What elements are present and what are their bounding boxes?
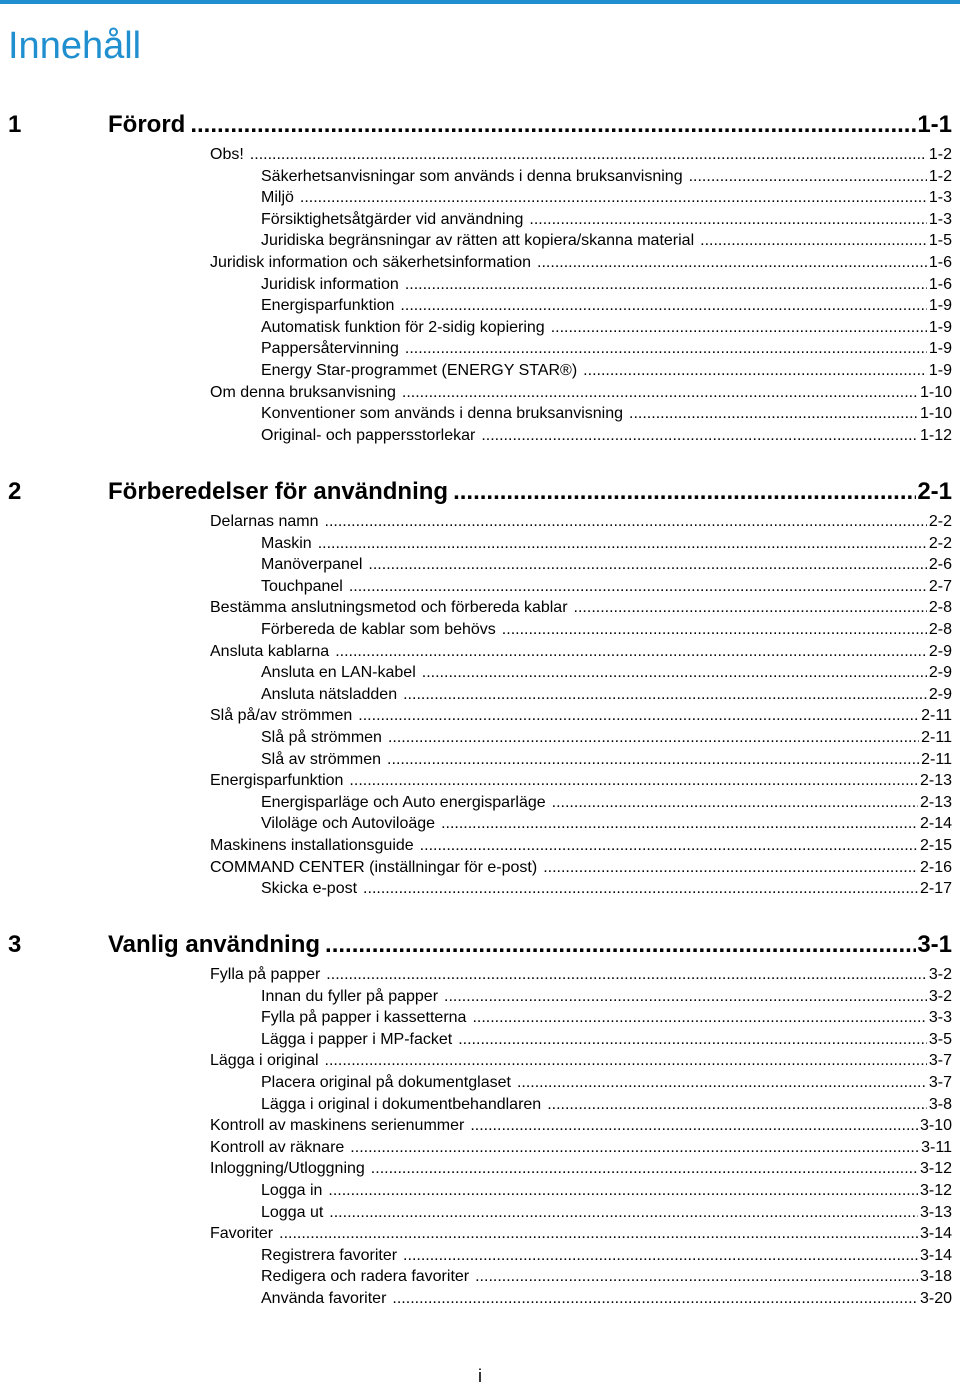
toc-entry-page: 1-5 <box>928 232 952 250</box>
toc-entry[interactable] <box>261 792 952 814</box>
toc-entry-title: Pappersåtervinning <box>261 340 399 358</box>
dot-leader <box>420 835 918 857</box>
toc-entry[interactable] <box>210 857 952 879</box>
toc-entry-page: 2-16 <box>919 858 952 876</box>
toc-entry[interactable] <box>261 662 952 684</box>
toc-entry[interactable] <box>261 1266 952 1288</box>
toc-entry-title: Slå på strömmen <box>261 728 382 746</box>
toc-entry-page: 2-8 <box>928 620 952 638</box>
toc-entry[interactable] <box>261 317 952 339</box>
chapter-heading[interactable] <box>0 108 960 142</box>
toc-entry-title: Lägga i original <box>210 1052 319 1070</box>
dot-leader <box>470 1115 918 1137</box>
toc-entry-title: Inloggning/Utloggning <box>210 1160 365 1178</box>
dot-leader <box>529 209 927 231</box>
footer-page-number: i <box>478 1366 482 1386</box>
toc-entry-title: Favoriter <box>210 1225 274 1243</box>
toc-entry[interactable] <box>261 533 952 555</box>
toc-entry-page: 3-18 <box>919 1268 952 1286</box>
toc-entry-title: Energy Star-programmet (ENERGY STAR®) <box>261 361 578 379</box>
chapter-section <box>0 475 960 900</box>
dot-leader <box>583 360 927 382</box>
toc-entry[interactable] <box>210 1050 952 1072</box>
toc-entry-list <box>0 144 960 446</box>
dot-leader <box>190 108 916 142</box>
toc-entry-page: 3-2 <box>928 987 952 1005</box>
toc-entry[interactable] <box>210 1137 952 1159</box>
toc-entry-page: 2-17 <box>919 880 952 898</box>
chapter-title-row <box>108 928 952 962</box>
chapter-title-row <box>108 108 952 142</box>
dot-leader <box>388 727 919 749</box>
chapter-page: 2-1 <box>917 478 952 505</box>
toc-entry[interactable] <box>261 1288 952 1310</box>
toc-entry-page: 1-2 <box>928 146 952 163</box>
toc-entry-title: Energisparfunktion <box>261 297 395 315</box>
toc-entry[interactable] <box>261 684 952 706</box>
top-rule <box>0 0 960 4</box>
toc-entry-title: Automatisk funktion för 2-sidig kopiering <box>261 318 545 336</box>
toc-entry-title: Kontroll av räknare <box>210 1138 345 1156</box>
dot-leader <box>441 813 918 835</box>
dot-leader <box>700 230 927 252</box>
toc-entry[interactable] <box>210 964 952 986</box>
toc-entry[interactable] <box>261 295 952 317</box>
toc-entry-page: 3-14 <box>919 1246 952 1264</box>
toc-entry-page: 1-6 <box>928 253 952 271</box>
toc-entry-page: 2-2 <box>928 534 952 552</box>
toc-entry-page: 1-3 <box>928 189 952 207</box>
dot-leader <box>537 252 927 274</box>
dot-leader <box>543 857 918 879</box>
toc-entry-page: 2-2 <box>928 513 952 530</box>
toc-entry-title: Säkerhetsanvisningar som används i denna bruksanvisning <box>261 167 683 185</box>
toc-entry[interactable] <box>261 813 952 835</box>
dot-leader <box>475 1266 918 1288</box>
toc-entry-title: Konventioner som används i denna bruksanvisning <box>261 405 624 423</box>
toc-entry[interactable] <box>210 1115 952 1137</box>
chapter-number: 2 <box>8 478 22 505</box>
toc-entry[interactable] <box>261 230 952 252</box>
chapter-title-row <box>108 475 952 509</box>
toc-entry-title: Miljö <box>261 189 294 207</box>
toc-entry[interactable] <box>210 252 952 274</box>
toc-entry-title: Om denna bruksanvisning <box>210 383 396 401</box>
dot-leader <box>405 338 927 360</box>
toc-entry-page: 3-10 <box>919 1117 952 1135</box>
dot-leader <box>279 1223 918 1245</box>
toc-entry[interactable] <box>210 1223 952 1245</box>
toc-entry-page: 3-11 <box>921 1138 952 1156</box>
toc-entry-title: Ansluta en LAN-kabel <box>261 664 416 682</box>
dot-leader <box>387 749 919 771</box>
toc-entry-page: 1-9 <box>928 297 952 315</box>
toc-entry-title: Innan du fyller på papper <box>261 987 439 1005</box>
toc-entry-title: Energisparfunktion <box>210 772 344 790</box>
toc-entry-title: Bestämma anslutningsmetod och förbereda kablar <box>210 599 568 617</box>
toc-entry[interactable] <box>210 835 952 857</box>
toc-entry-page: 2-9 <box>928 685 952 703</box>
toc-entry-title: Använda favoriter <box>261 1289 387 1307</box>
dot-leader <box>250 144 927 166</box>
toc-entry[interactable] <box>261 986 952 1008</box>
toc-entry-list <box>0 511 960 900</box>
toc-entry-page: 2-15 <box>919 836 952 854</box>
toc-entry-title: Slå på/av strömmen <box>210 707 353 725</box>
dot-leader <box>689 166 927 188</box>
toc-entry[interactable] <box>210 641 952 663</box>
dot-leader <box>400 295 926 317</box>
toc-entry-page: 1-9 <box>928 340 952 358</box>
toc-entry[interactable] <box>261 338 952 360</box>
dot-leader <box>574 597 927 619</box>
toc-entry-title: Fylla på papper i kassetterna <box>261 1009 467 1027</box>
dot-leader <box>300 187 927 209</box>
toc-entry-title: Redigera och radera favoriter <box>261 1268 470 1286</box>
toc-entry[interactable] <box>261 1029 952 1051</box>
dot-leader <box>405 274 927 296</box>
toc-entry-page: 1-6 <box>928 275 952 293</box>
toc-entry[interactable] <box>210 144 952 166</box>
toc-entry-page: 2-8 <box>928 599 952 617</box>
page-title: Innehåll <box>8 25 142 67</box>
chapter-page: 3-1 <box>917 931 952 958</box>
chapter-section <box>0 108 960 446</box>
dot-leader <box>325 928 916 962</box>
toc-entry-title: Viloläge och Autoviloäge <box>261 815 436 833</box>
toc-entry-title: Juridisk information <box>261 275 399 293</box>
toc-entry-title: Juridiska begränsningar av rätten att kopiera/skanna material <box>261 232 695 250</box>
toc-entry-page: 3-14 <box>919 1225 952 1243</box>
toc-entry-page: 3-12 <box>919 1181 952 1199</box>
dot-leader <box>368 554 926 576</box>
toc-entry[interactable] <box>210 597 952 619</box>
toc-entry-page: 2-9 <box>928 664 952 682</box>
toc-entry-page: 3-20 <box>919 1289 952 1307</box>
toc-entry[interactable] <box>261 166 952 188</box>
dot-leader <box>403 1245 918 1267</box>
toc-entry-title: Kontroll av maskinens serienummer <box>210 1117 465 1135</box>
toc-entry[interactable] <box>210 511 952 533</box>
toc-entry-page: 3-3 <box>928 1009 952 1027</box>
toc-entry[interactable] <box>261 1072 952 1094</box>
dot-leader <box>458 1029 927 1051</box>
chapter-number: 1 <box>8 111 22 138</box>
toc-entry-title: Juridisk information och säkerhetsinformation <box>210 253 532 271</box>
toc-entry[interactable] <box>261 1202 952 1224</box>
toc-entry-title: Manöverpanel <box>261 556 363 574</box>
chapter-title: Förberedelser för användning <box>108 478 449 505</box>
toc-entry-page: 1-9 <box>928 318 952 336</box>
toc-entry-title: Ansluta kablarna <box>210 642 330 660</box>
toc-entry-page: 1-3 <box>928 210 952 228</box>
toc-entry-page: 3-13 <box>919 1203 952 1221</box>
dot-leader <box>629 403 918 425</box>
toc-entry-title: Logga ut <box>261 1203 324 1221</box>
toc-entry-title: Logga in <box>261 1181 323 1199</box>
toc-entry-title: Slå av strömmen <box>261 750 382 768</box>
dot-leader <box>325 511 927 533</box>
chapter-title: Vanlig användning <box>108 931 321 958</box>
toc-entry-title: Ansluta nätsladden <box>261 685 398 703</box>
toc-entry-title: Försiktighetsåtgärder vid användning <box>261 210 524 228</box>
dot-leader <box>552 792 918 814</box>
toc-entry[interactable] <box>261 209 952 231</box>
toc-entry[interactable] <box>261 1007 952 1029</box>
toc-entry-page: 1-10 <box>919 405 952 423</box>
toc-entry-title: Placera original på dokumentglaset <box>261 1073 511 1091</box>
dot-leader <box>326 964 927 986</box>
dot-leader <box>392 1288 918 1310</box>
toc-entry[interactable] <box>261 1094 952 1116</box>
toc-entry-page: 1-9 <box>928 361 952 379</box>
dot-leader <box>422 662 927 684</box>
toc-entry-page: 3-7 <box>928 1073 952 1091</box>
dot-leader <box>329 1202 918 1224</box>
toc-entry-page: 1-12 <box>919 426 952 444</box>
toc-entry-title: Maskinens installationsguide <box>210 836 414 854</box>
dot-leader <box>349 770 918 792</box>
toc-entry-page: 2-11 <box>921 750 952 768</box>
dot-leader <box>502 619 927 641</box>
toc-entry-page: 3-2 <box>928 966 952 983</box>
toc-entry-title: Lägga i original i dokumentbehandlaren <box>261 1095 542 1113</box>
toc-entry[interactable] <box>261 274 952 296</box>
dot-leader <box>318 533 927 555</box>
toc-entry-page: 2-11 <box>921 707 952 725</box>
dot-leader <box>371 1158 918 1180</box>
toc-entry[interactable] <box>210 770 952 792</box>
dot-leader <box>444 986 927 1008</box>
toc-entry[interactable] <box>261 360 952 382</box>
toc-entry[interactable] <box>261 187 952 209</box>
toc-entry[interactable] <box>261 554 952 576</box>
chapter-title: Förord <box>108 111 186 138</box>
toc-entry-page: 2-7 <box>928 577 952 595</box>
toc-entry-list <box>0 964 960 1310</box>
dot-leader <box>328 1180 918 1202</box>
toc-entry-page: 2-14 <box>919 815 952 833</box>
dot-leader <box>453 475 916 509</box>
chapter-heading[interactable] <box>0 928 960 962</box>
toc-entry-title: Lägga i papper i MP-facket <box>261 1030 453 1048</box>
toc-entry-page: 1-10 <box>919 383 952 401</box>
toc-entry[interactable] <box>261 1180 952 1202</box>
toc-entry[interactable] <box>261 425 952 447</box>
toc-entry-title: Energisparläge och Auto energisparläge <box>261 793 546 811</box>
toc-entry-page: 3-7 <box>928 1052 952 1070</box>
toc-entry-title: Delarnas namn <box>210 513 319 530</box>
dot-leader <box>472 1007 926 1029</box>
dot-leader <box>517 1072 927 1094</box>
toc-entry-title: Touchpanel <box>261 577 343 595</box>
toc-entry-title: Obs! <box>210 146 244 163</box>
dot-leader <box>403 684 927 706</box>
dot-leader <box>358 705 919 727</box>
toc-entry-title: Förbereda de kablar som behövs <box>261 620 496 638</box>
toc-entry[interactable] <box>210 1158 952 1180</box>
toc-entry[interactable] <box>261 727 952 749</box>
toc-entry-page: 2-13 <box>919 772 952 790</box>
dot-leader <box>551 317 927 339</box>
toc-entry-page: 2-6 <box>928 556 952 574</box>
dot-leader <box>363 878 918 900</box>
toc-entry[interactable] <box>261 1245 952 1267</box>
dot-leader <box>402 382 918 404</box>
toc-entry-title: Original- och pappersstorlekar <box>261 426 476 444</box>
toc-entry-page: 2-11 <box>921 728 952 746</box>
toc-entry[interactable] <box>261 878 952 900</box>
toc-entry[interactable] <box>261 576 952 598</box>
toc-entry[interactable] <box>261 619 952 641</box>
toc-entry-page: 3-8 <box>928 1095 952 1113</box>
chapter-section <box>0 928 960 1310</box>
toc-entry-title: Skicka e-post <box>261 880 358 898</box>
toc-entry-title: Maskin <box>261 534 312 552</box>
toc-entry-title: Registrera favoriter <box>261 1246 398 1264</box>
toc-entry-page: 3-12 <box>919 1160 952 1178</box>
toc-entry-page: 1-2 <box>928 167 952 185</box>
toc-entry[interactable] <box>210 705 952 727</box>
chapter-number: 3 <box>8 931 22 958</box>
dot-leader <box>335 641 927 663</box>
toc-entry-page: 2-9 <box>928 642 952 660</box>
chapter-heading[interactable] <box>0 475 960 509</box>
chapter-page: 1-1 <box>917 111 952 138</box>
toc-entry-page: 3-5 <box>928 1030 952 1048</box>
dot-leader <box>481 425 918 447</box>
toc-entry[interactable] <box>261 749 952 771</box>
toc-entry-title: Fylla på papper <box>210 966 321 983</box>
toc-entry-title: COMMAND CENTER (inställningar för e-post) <box>210 858 538 876</box>
dot-leader <box>547 1094 927 1116</box>
dot-leader <box>350 1137 919 1159</box>
dot-leader <box>349 576 927 598</box>
toc-entry[interactable] <box>261 403 952 425</box>
dot-leader <box>325 1050 927 1072</box>
toc-entry-page: 2-13 <box>919 793 952 811</box>
toc-entry[interactable] <box>210 382 952 404</box>
